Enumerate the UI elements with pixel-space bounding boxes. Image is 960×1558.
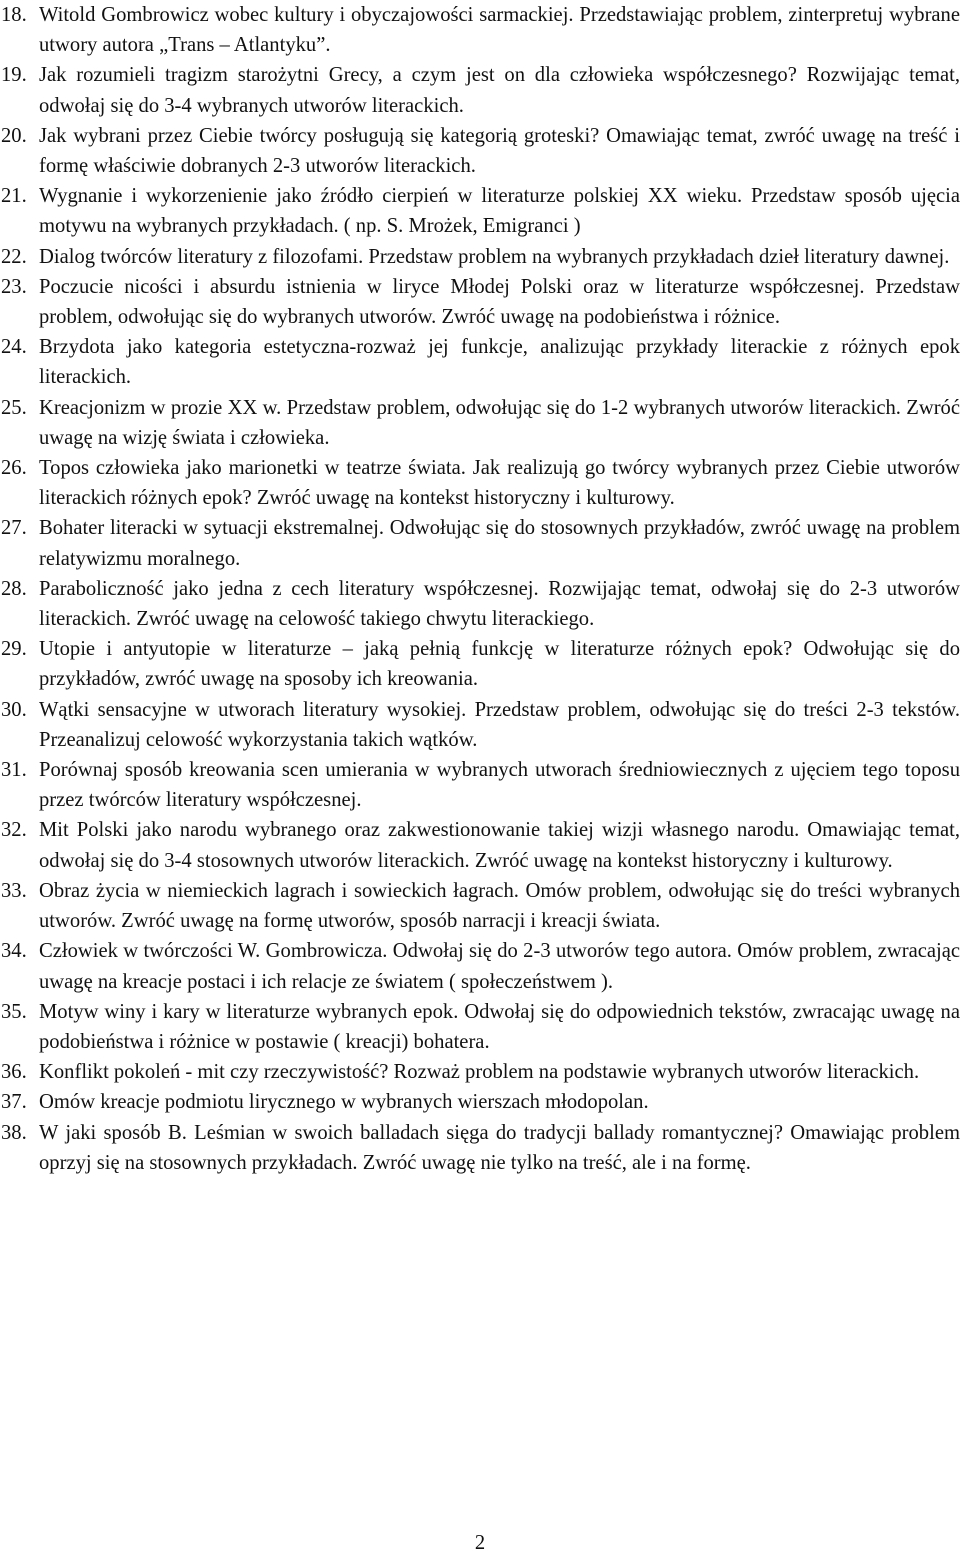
topic-item — [0, 695, 960, 755]
topic-item — [0, 997, 960, 1057]
topic-number: 31. — [1, 759, 27, 782]
topic-number: 19. — [1, 64, 27, 87]
topic-number: 29. — [1, 638, 27, 661]
topic-number: 18. — [1, 4, 27, 26]
topic-number: 32. — [1, 819, 27, 842]
topic-item — [0, 513, 960, 573]
topic-number: 35. — [1, 1000, 27, 1023]
topic-item — [0, 634, 960, 694]
topic-text: Człowiek w twórczości W. Gombrowicza. Odwołaj się do 2-3 utworów tego autora. Omów problem, zwracając uwagę na kreacje postaci i ich relacje ze światem ( społeczeństwem ). — [39, 940, 960, 993]
topic-number: 33. — [1, 879, 27, 902]
topic-number: 28. — [1, 577, 27, 600]
topic-item — [0, 60, 960, 120]
topic-item — [0, 272, 960, 332]
topic-text: Wątki sensacyjne w utworach literatury wysokiej. Przedstaw problem, odwołując się do treści 2-3 tekstów. Przeanalizuj celowość wykorzystania takich wątków. — [39, 698, 960, 751]
topic-number: 20. — [1, 124, 27, 147]
topic-number: 38. — [1, 1121, 27, 1144]
topic-text: Mit Polski jako narodu wybranego oraz zakwestionowanie takiej wizji własnego narodu. Omawiając temat, odwołaj się do 3-4 stosownych utworów literackich. Zwróć uwagę na kontekst historyczny i kulturowy. — [39, 819, 960, 872]
topic-number: 34. — [1, 940, 27, 963]
topic-item — [0, 121, 960, 181]
topic-text: Dialog twórców literatury z filozofami. Przedstaw problem na wybranych przykładach dzieł literatury dawnej. — [39, 245, 950, 268]
topic-number: 26. — [1, 457, 27, 480]
topic-number: 27. — [1, 517, 27, 540]
topic-text: Porównaj sposób kreowania scen umierania w wybranych utworach średniowiecznych z ujęciem tego toposu przez twórców literatury współczesnej. — [39, 759, 960, 812]
topic-text: Bohater literacki w sytuacji ekstremalnej. Odwołując się do stosownych przykładów, zwróć uwagę na problem relatywizmu moralnego. — [39, 517, 960, 570]
topic-number: 21. — [1, 185, 27, 208]
topic-item — [0, 574, 960, 634]
topic-number: 22. — [1, 245, 27, 268]
page-number: 2 — [474, 1532, 486, 1554]
topic-text: Utopie i antyutopie w literaturze – jaką pełnią funkcję w literaturze różnych epok? Odwołując się do przykładów, zwróć uwagę na sposoby ich kreowania. — [39, 638, 960, 691]
topic-item — [0, 332, 960, 392]
topic-text: Jak rozumieli tragizm starożytni Grecy, a czym jest on dla człowieka współczesnego? Rozwijając temat, odwołaj się do 3-4 wybranych utworów literackich. — [39, 64, 960, 117]
topic-item — [0, 1087, 960, 1117]
topic-item — [0, 1057, 960, 1087]
topic-text: Jak wybrani przez Ciebie twórcy posługują się kategorią groteski? Omawiając temat, zwróć uwagę na treść i formę właściwie dobranych 2-3 utworów literackich. — [39, 124, 960, 178]
topic-number: 30. — [1, 698, 27, 721]
topic-text: Poczucie nicości i absurdu istnienia w liryce Młodej Polski oraz w literaturze współczesnej. Przedstaw problem, odwołując się do wybranych utworów. Zwróć uwagę na podobieństwa i różnice. — [39, 275, 960, 329]
topic-text: Paraboliczność jako jedna z cech literatury współczesnej. Rozwijając temat, odwołaj się do 2-3 utworów literackich. Zwróć uwagę na celowość takiego chwytu literackiego. — [39, 577, 960, 631]
topic-text: Motyw winy i kary w literaturze wybranych epok. Odwołaj się do odpowiednich tekstów, zwracając uwagę na podobieństwa i różnice w postawie ( kreacji) bohatera. — [39, 1000, 960, 1053]
topic-text: Omów kreacje podmiotu lirycznego w wybranych wierszach młodopolan. — [39, 1091, 649, 1114]
topic-item — [0, 393, 960, 453]
topic-item — [0, 181, 960, 241]
topic-text: W jaki sposób B. Leśmian w swoich balladach sięga do tradycji ballady romantycznej? Omawiając problem oprzyj się na stosownych przykładach. Zwróć uwagę nie tylko na treść, ale i na formę. — [39, 1121, 960, 1174]
topic-number: 37. — [1, 1091, 27, 1114]
topic-item — [0, 242, 960, 272]
topic-number: 36. — [1, 1061, 27, 1084]
topic-item — [0, 755, 960, 815]
topic-item — [0, 876, 960, 936]
topic-number: 24. — [1, 336, 27, 359]
topic-text: Brzydota jako kategoria estetyczna-rozważ jej funkcje, analizując przykłady literackie z różnych epok literackich. — [39, 336, 960, 389]
topic-text: Konflikt pokoleń - mit czy rzeczywistość? Rozważ problem na podstawie wybranych utworów literackich. — [39, 1061, 920, 1084]
topic-item — [0, 815, 960, 875]
topic-number: 25. — [1, 396, 27, 419]
topic-text: Obraz życia w niemieckich lagrach i sowieckich łagrach. Omów problem, odwołując się do treści wybranych utworów. Zwróć uwagę na formę utworów, sposób narracji i kreacji świata. — [39, 879, 960, 933]
topic-text: Witold Gombrowicz wobec kultury i obyczajowości sarmackiej. Przedstawiając problem, zinterpretuj wybrane utwory autora „Trans – Atlantyku”. — [39, 4, 960, 57]
topic-text: Kreacjonizm w prozie XX w. Przedstaw problem, odwołując się do 1-2 wybranych utworów literackich. Zwróć uwagę na wizję świata i człowieka. — [39, 396, 960, 449]
topic-item — [0, 936, 960, 996]
topic-item — [0, 0, 960, 60]
topic-text: Topos człowieka jako marionetki w teatrze świata. Jak realizują go twórcy wybranych przez Ciebie utworów literackich różnych epok? Zwróć uwagę na kontekst historyczny i kulturowy. — [39, 457, 960, 510]
topic-item — [0, 453, 960, 513]
topic-item — [0, 1118, 960, 1178]
topic-number: 23. — [1, 275, 27, 298]
topic-text: Wygnanie i wykorzenienie jako źródło cierpień w literaturze polskiej XX wieku. Przedstaw sposób ujęcia motywu na wybranych przykładach. ( np. S. Mrożek, Emigranci ) — [39, 185, 960, 238]
